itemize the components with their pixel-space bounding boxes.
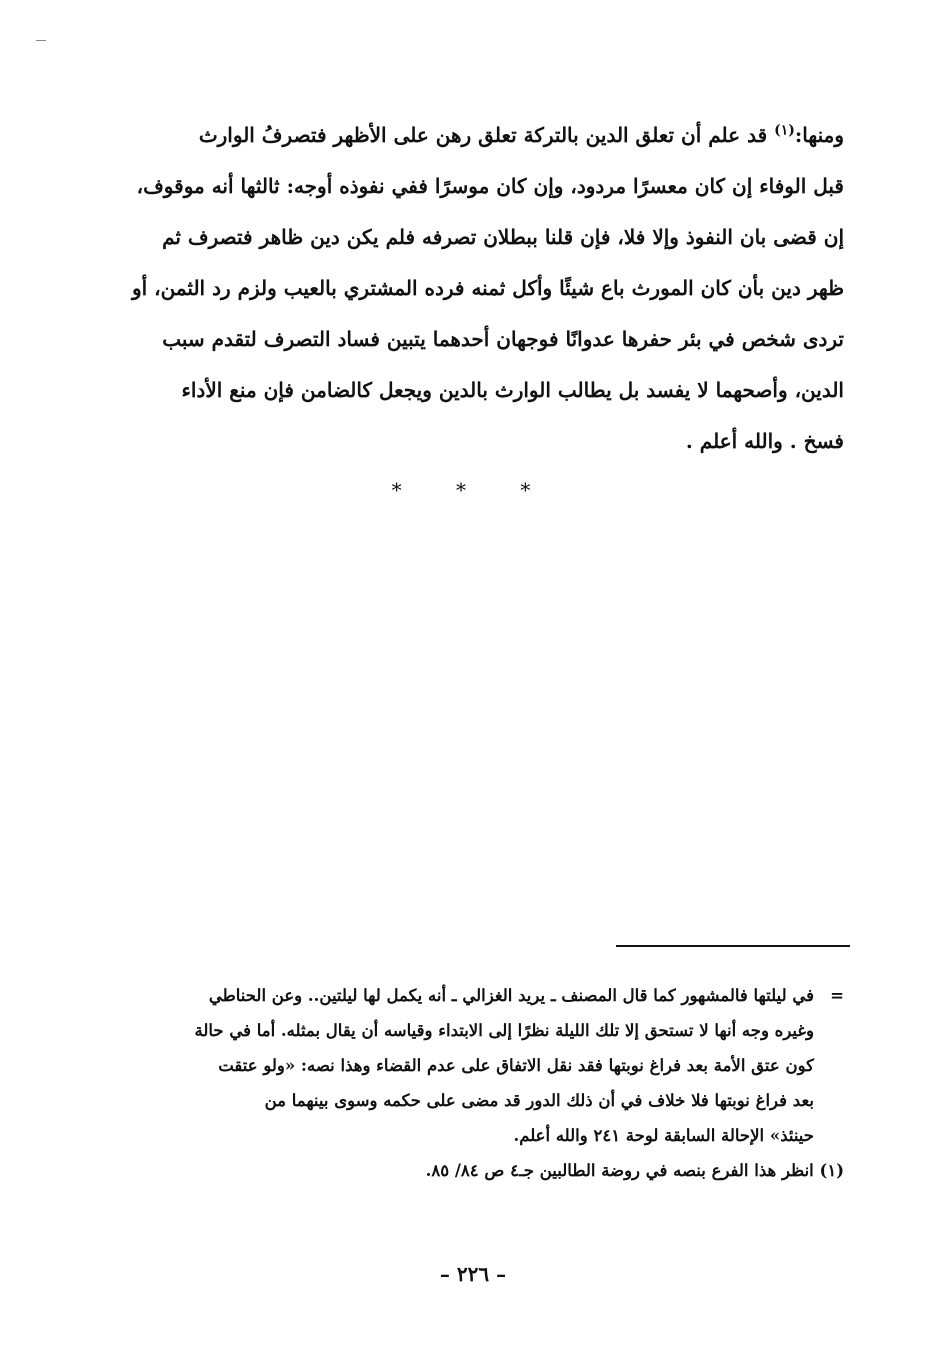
lead-word: ومنها: [794, 123, 844, 147]
continuation-text [104, 978, 814, 1153]
footnote-reference: (١) [774, 122, 795, 139]
main-line-5: تردى شخص في بئر حفرها عدوانًا فوجهان أحدهما يتبين فساد التصرف لتقدم سبب [162, 327, 844, 351]
footnotes [104, 978, 844, 1188]
footnote-line: وغيره وجه أنها لا تستحق إلا تلك الليلة نظرًا إلى الابتداء وقياسه أن يقال بمثله. أما في حالة [194, 1021, 814, 1040]
footnote-line: في ليلتها فالمشهور كما قال المصنف ـ يريد الغزالي ـ أنه يكمل لها ليلتين.. وعن الحناطي [208, 986, 814, 1005]
footnote-line: بعد فراغ نوبتها فلا خلاف في أن ذلك الدور قد مضى على حكمه وسوى بينهما من [264, 1091, 814, 1110]
page-number: – ٢٢٦ – [439, 1262, 507, 1286]
main-line-3: إن قضى بان النفوذ وإلا فلا، فإن قلنا ببطلان تصرفه فلم يكن دين ظاهر فتصرف ثم [162, 225, 844, 249]
main-line-6: الدين، وأصحهما لا يفسد بل يطالب الوارث بالدين ويجعل كالضامن فإن منع الأداء [181, 378, 844, 402]
continuation-marker: = [830, 986, 844, 1005]
scan-mark [36, 40, 46, 41]
footnote-continuation [104, 978, 844, 1153]
section-separator: * * * [391, 478, 555, 502]
footnote-line: حينئذ» الإحالة السابقة لوحة ٢٤١ والله أعلم. [513, 1126, 814, 1145]
footnote-rule [616, 945, 850, 947]
main-line-7: فسخ . والله أعلم . [685, 429, 844, 453]
main-line-2: قبل الوفاء إن كان معسرًا مردود، وإن كان موسرًا ففي نفوذه أوجه: ثالثها أنه موقوف، [136, 174, 844, 198]
main-line-4: ظهر دين بأن كان المورث باع شيئًا وأكل ثمنه فرده المشتري بالعيب ولزم رد الثمن، أو [132, 276, 844, 300]
footnote-line: كون عتق الأمة بعد فراغ نوبتها فقد نقل الاتفاق على عدم القضاء وهذا نصه: «ولو عتقت [218, 1056, 814, 1075]
footnote-1: (١) انظر هذا الفرع بنصه في روضة الطالبين جـ٤ ص ٨٤/ ٨٥. [425, 1161, 844, 1180]
main-line-1: ومنها:$^{(١)}$ قد علم أن تعلق الدين بالتركة تعلق رهن على الأظهر فتصرفُ الوارث [198, 122, 844, 147]
main-body-text [104, 110, 844, 467]
